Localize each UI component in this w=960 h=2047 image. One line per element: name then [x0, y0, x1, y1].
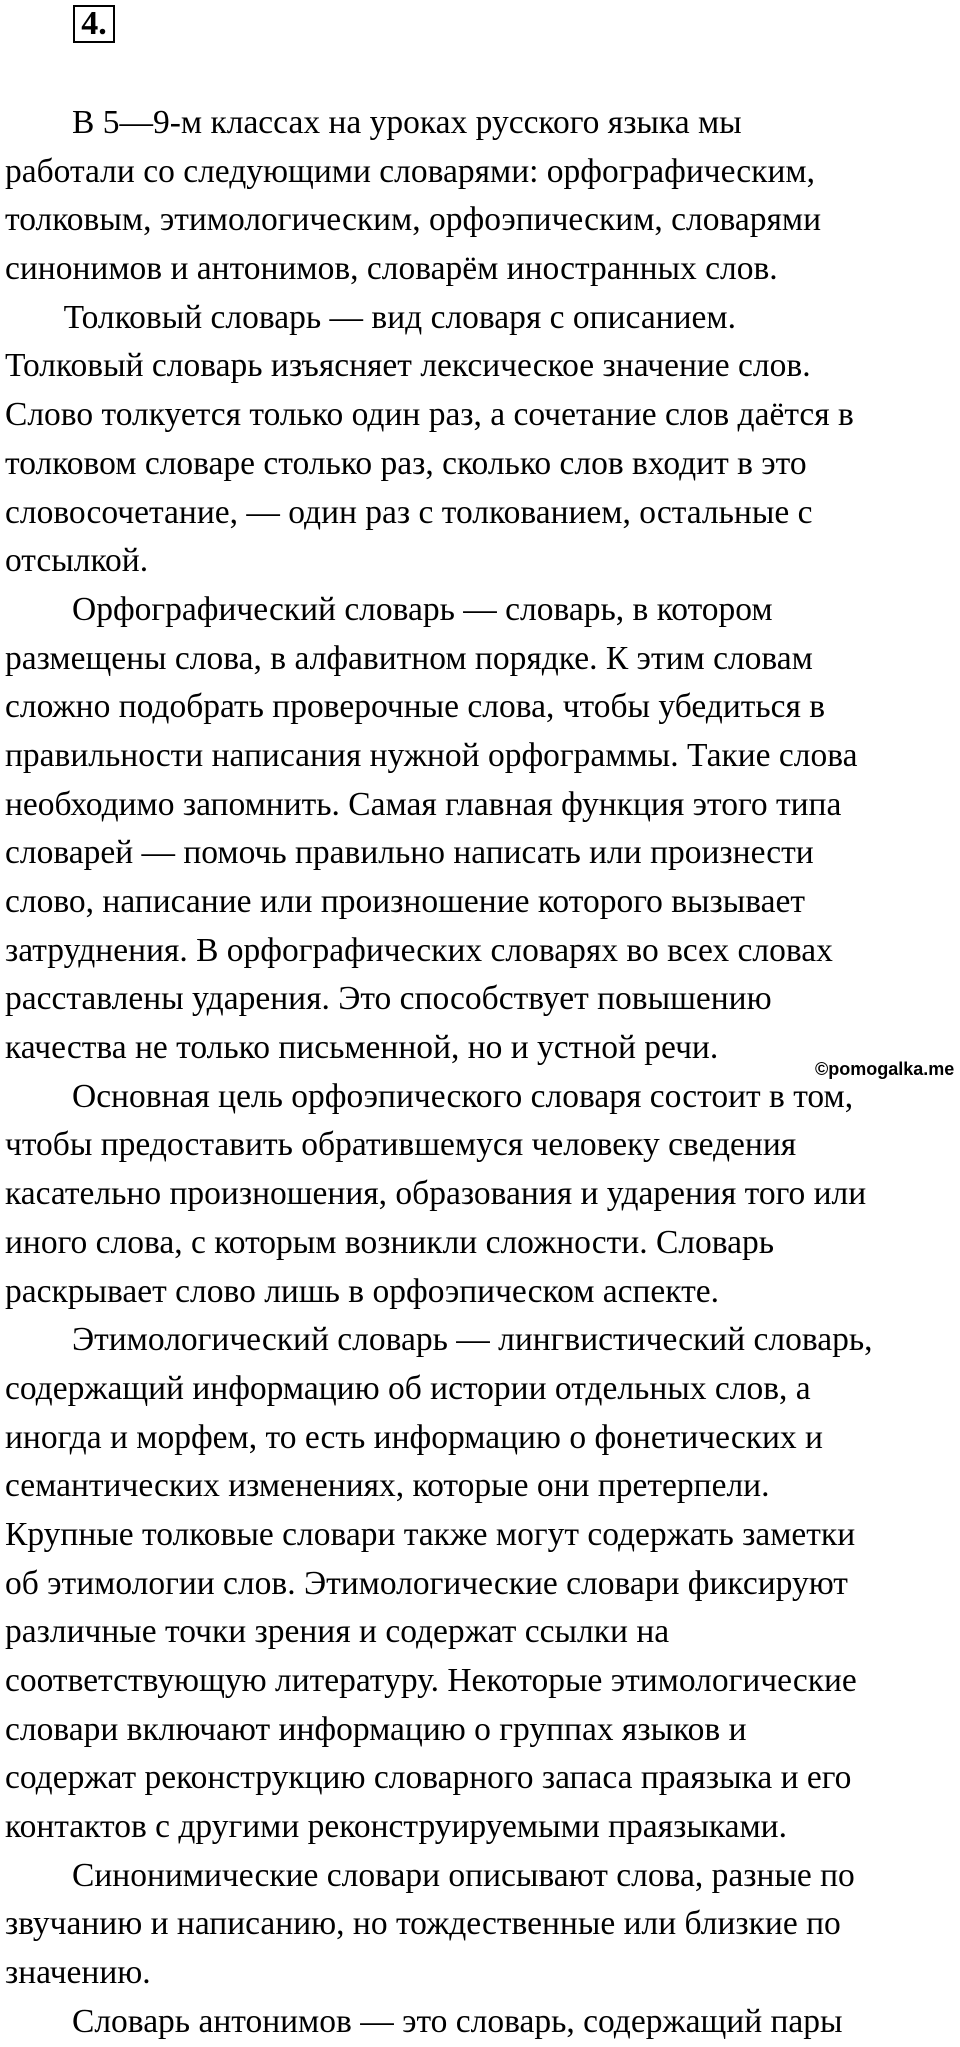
text-line: затруднения. В орфографических словарях во всех словах	[5, 931, 833, 969]
text-line: Толковый словарь — вид словаря с описанием.	[5, 298, 736, 336]
text-line: синонимов и антонимов, словарём иностранных слов.	[5, 250, 778, 288]
text-line: чтобы предоставить обратившемуся человеку сведения	[5, 1126, 797, 1164]
text-line: словарей — помочь правильно написать или произнести	[5, 834, 814, 872]
text-line: различные точки зрения и содержат ссылки на	[5, 1613, 670, 1651]
text-line: соответствующую литературу. Некоторые этимологические	[5, 1662, 857, 1699]
text-line: содержащий информацию об истории отдельных слов, а	[5, 1369, 811, 1407]
text-line: касательно произношения, образования и ударения того или	[5, 1175, 867, 1213]
text-line: Крупные толковые словари также могут содержать заметки	[5, 1515, 856, 1553]
text-line: Этимологический словарь — лингвистический словарь,	[5, 1321, 873, 1359]
text-line: размещены слова, в алфавитном порядке. К этим словам	[5, 639, 813, 677]
text-line: контактов с другими реконструируемыми праязыками.	[5, 1808, 787, 1846]
text-line: работали со следующими словарями: орфографическим,	[5, 152, 815, 190]
text-line: отсылкой.	[5, 542, 149, 580]
text-line: слово, написание или произношение которого вызывает	[5, 883, 806, 920]
text-line: Синонимические словари описывают слова, разные по	[5, 1856, 855, 1894]
text-line: словари включают информацию о группах языков и	[5, 1710, 747, 1748]
text-line: толковым, этимологическим, орфоэпическим, словарями	[5, 201, 822, 239]
task-number-box: 4.	[73, 5, 115, 43]
text-line: Орфографический словарь — словарь, в котором	[5, 590, 773, 628]
text-line: Словарь антонимов — это словарь, содержащий пары	[5, 2002, 843, 2040]
text-line: Основная цель орфоэпического словаря состоит в том,	[5, 1077, 854, 1115]
text-line: В 5—9-м классах на уроках русского языка мы	[5, 104, 742, 141]
text-line: расставлены ударения. Это способствует повышению	[5, 980, 772, 1018]
text-line: Слово толкуется только один раз, а сочетание слов даётся в	[5, 396, 854, 434]
text-line: качества не только письменной, но и устной речи.	[5, 1029, 719, 1067]
text-line: правильности написания нужной орфограммы. Такие слова	[5, 736, 858, 774]
text-line: содержат реконструкцию словарного запаса праязыка и его	[5, 1759, 852, 1797]
text-line: семантических изменениях, которые они претерпели.	[5, 1467, 770, 1505]
text-line: сложно подобрать проверочные слова, чтобы убедиться в	[5, 688, 826, 726]
text-line: значению.	[5, 1954, 151, 1992]
text-line: иного слова, с которым возникли сложности. Словарь	[5, 1223, 775, 1261]
text-block	[5, 99, 955, 2047]
watermark: ©pomogalka.me	[815, 1059, 955, 1079]
text-line: толковом словаре столько раз, сколько слов входит в это	[5, 444, 807, 482]
text-line: звучанию и написанию, но тождественные или близкие по	[5, 1905, 841, 1943]
text-line: Толковый словарь изъясняет лексическое значение слов.	[5, 347, 811, 385]
text-line: раскрывает слово лишь в орфоэпическом аспекте.	[5, 1272, 720, 1310]
text-line: словосочетание, — один раз с толкованием, остальные с	[5, 493, 813, 531]
text-line: об этимологии слов. Этимологические словари фиксируют	[5, 1564, 848, 1602]
text-line: необходимо запомнить. Самая главная функция этого типа	[5, 785, 842, 823]
text-line: иногда и морфем, то есть информацию о фонетических и	[5, 1418, 823, 1456]
